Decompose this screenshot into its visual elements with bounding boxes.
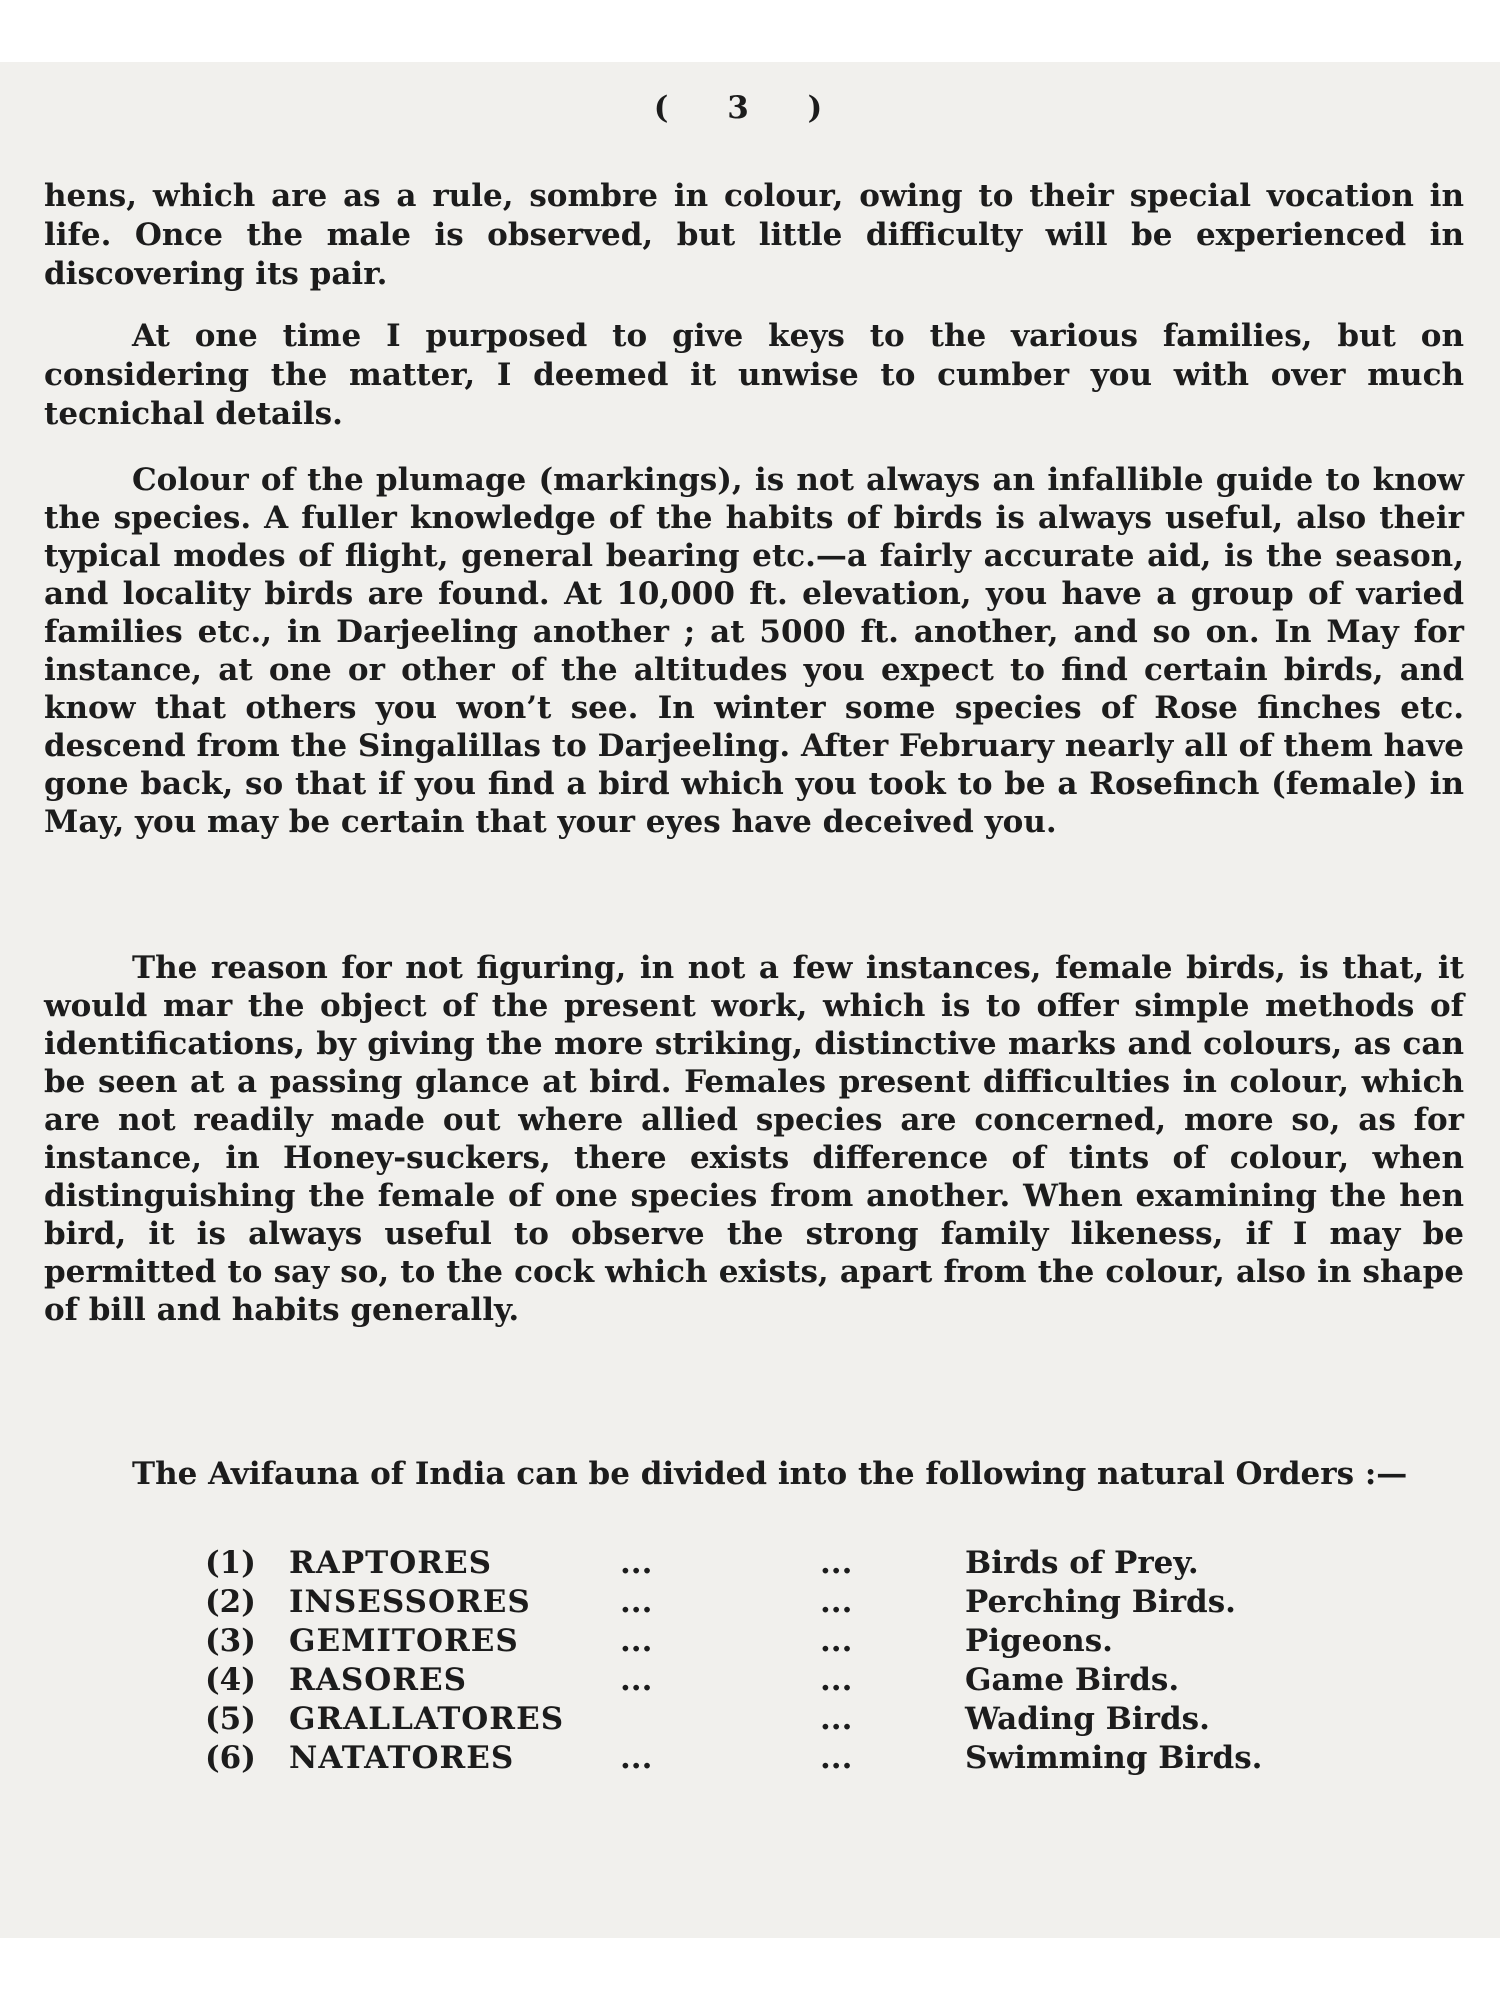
order-row-rasores (205, 1662, 1355, 1701)
leader-dots: ... (620, 1623, 653, 1659)
order-name: NATATORES (289, 1740, 515, 1776)
paragraph-avifauna: The Avifauna of India can be divided into the following natural Orders :— (132, 1456, 1408, 1492)
order-name: INSESSORES (289, 1584, 531, 1620)
paragraph-hens: hens, which are as a rule, sombre in colour, owing to their special vocation in life. Once the male is observed, but little difficulty will be experienced in discovering its pair. (44, 178, 1464, 292)
leader-dots: ... (620, 1740, 653, 1776)
order-number: (5) (205, 1701, 256, 1737)
order-row-grallatores (205, 1701, 1355, 1740)
order-name: GEMITORES (289, 1623, 519, 1659)
leader-dots: ... (620, 1584, 653, 1620)
order-row-raptores (205, 1545, 1355, 1584)
order-row-gemitores (205, 1623, 1355, 1662)
order-english-name: Game Birds. (965, 1662, 1180, 1698)
page-number: ( 3 ) (653, 90, 847, 126)
orders-list (205, 1545, 1355, 1779)
order-english-name: Pigeons. (965, 1623, 1113, 1659)
order-english-name: Swimming Birds. (965, 1740, 1263, 1776)
paragraph-female-birds: The reason for not figuring, in not a few instances, female birds, is that, it would mar the object of the present work, which is to offer simple methods of identifications, by giving the more striking, distinctive marks and colours, as can be seen at a passing glance at bird. Females present difficulties in colour, which are not readily made out where allied species are concerned, more so, as for instance, in Honey-suckers, there exists difference of tints of colour, when distinguishing the female of one species from another. When examining the hen bird, it is always useful to observe the strong family likeness, if I may be permitted to say so, to the cock which exists, apart from the colour, also in shape of bill and habits generally. (44, 950, 1464, 1328)
order-english-name: Wading Birds. (965, 1701, 1210, 1737)
paragraph-keys: At one time I purposed to give keys to the various families, but on considering the matter, I deemed it unwise to cumber you with over much tecnichal details. (44, 318, 1464, 432)
leader-dots: ... (820, 1545, 853, 1581)
order-name: GRALLATORES (289, 1701, 565, 1737)
order-row-natatores (205, 1740, 1355, 1779)
order-number: (6) (205, 1740, 256, 1776)
order-number: (3) (205, 1623, 256, 1659)
leader-dots: ... (820, 1740, 853, 1776)
leader-dots: ... (820, 1662, 853, 1698)
order-name: RAPTORES (289, 1545, 492, 1581)
order-number: (2) (205, 1584, 256, 1620)
leader-dots: ... (620, 1662, 653, 1698)
leader-dots: ... (820, 1701, 853, 1737)
order-english-name: Perching Birds. (965, 1584, 1236, 1620)
leader-dots: ... (820, 1584, 853, 1620)
paragraph-plumage: Colour of the plumage (markings), is not always an infallible guide to know the species. A fuller knowledge of the habits of birds is always useful, also their typical modes of flight, general bearing etc.—a fairly accurate aid, is the season, and locality birds are found. At 10,000 ft. elevation, you have a group of varied families etc., in Darjeeling another ; at 5000 ft. another, and so on. In May for instance, at one or other of the altitudes you expect to find certain birds, and know that others you won’t see. In winter some species of Rose finches etc. descend from the Singalillas to Darjeeling. After February nearly all of them have gone back, so that if you find a bird which you took to be a Rosefinch (female) in May, you may be certain that your eyes have deceived you. (44, 462, 1464, 840)
order-name: RASORES (289, 1662, 467, 1698)
order-row-insessores (205, 1584, 1355, 1623)
book-page (0, 62, 1500, 1938)
order-number: (1) (205, 1545, 256, 1581)
leader-dots: ... (620, 1545, 653, 1581)
order-english-name: Birds of Prey. (965, 1545, 1199, 1581)
leader-dots: ... (820, 1623, 853, 1659)
order-number: (4) (205, 1662, 256, 1698)
